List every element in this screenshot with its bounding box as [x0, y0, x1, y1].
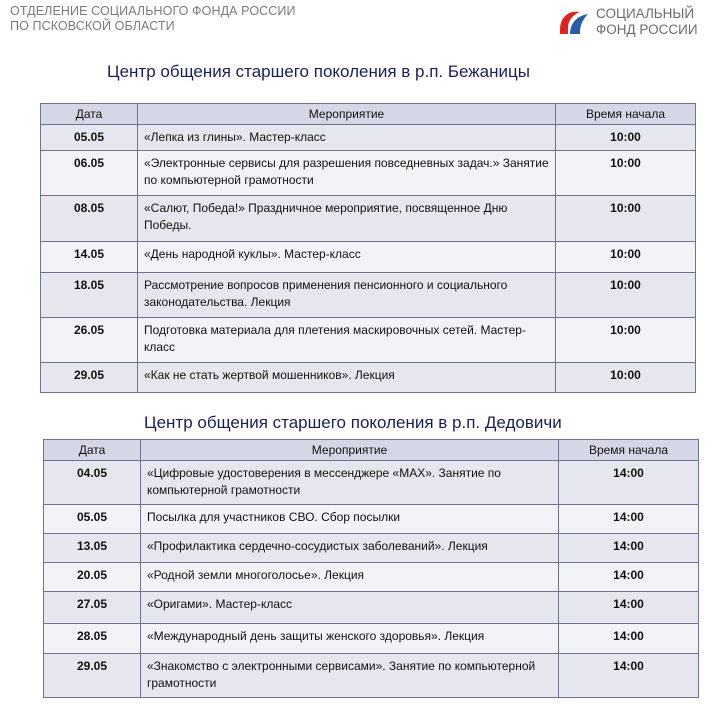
table-row [44, 505, 699, 534]
event-date: 05.05 [44, 505, 141, 534]
event-title: Подготовка материала для плетения маскировочных сетей. Мастер-класс [138, 318, 556, 363]
table-row [44, 534, 699, 563]
table-header-row [44, 440, 699, 461]
column-header-event: Мероприятие [141, 440, 559, 461]
event-title: «Родной земли многоголосье». Лекция [141, 563, 559, 592]
column-header-time: Время начала [559, 440, 699, 461]
event-time: 14:00 [559, 624, 699, 654]
table-row [44, 654, 699, 698]
event-time: 14:00 [559, 534, 699, 563]
event-title: Рассмотрение вопросов применения пенсионного и социального законодательства. Лекция [138, 273, 556, 318]
table-row [41, 196, 696, 242]
event-time: 14:00 [559, 461, 699, 505]
table-header-row [41, 104, 696, 125]
sfr-logo-icon [556, 6, 592, 38]
event-title: «День народной куклы». Мастер-класс [138, 242, 556, 273]
event-time: 10:00 [556, 151, 696, 196]
logo-text [596, 6, 698, 38]
event-time: 14:00 [559, 592, 699, 624]
table-row [44, 624, 699, 654]
sfr-logo [556, 4, 716, 40]
event-date: 27.05 [44, 592, 141, 624]
logo-line-1: СОЦИАЛЬНЫЙ [596, 6, 695, 21]
table-row [44, 592, 699, 624]
event-title: «Международный день защиты женского здоровья». Лекция [141, 624, 559, 654]
event-date: 18.05 [41, 273, 138, 318]
schedule-table-bezhanitsy [40, 103, 696, 393]
table-row [44, 461, 699, 505]
column-header-date: Дата [44, 440, 141, 461]
section-title-bezhanitsy: Центр общения старшего поколения в р.п. Бежаницы [107, 62, 530, 81]
event-time: 14:00 [559, 505, 699, 534]
event-title: «Как не стать жертвой мошенников». Лекция [138, 363, 556, 393]
event-time: 10:00 [556, 242, 696, 273]
event-title: «Лепка из глины». Мастер-класс [138, 125, 556, 151]
org-header [10, 4, 296, 34]
event-date: 29.05 [41, 363, 138, 393]
event-title: «Цифровые удостоверения в мессенджере «МАХ». Занятие по компьютерной грамотности [141, 461, 559, 505]
event-date: 08.05 [41, 196, 138, 242]
event-time: 10:00 [556, 318, 696, 363]
table-row [41, 363, 696, 393]
table-row [41, 318, 696, 363]
logo-line-2: ФОНД РОССИИ [596, 22, 698, 37]
event-title: Посылка для участников СВО. Сбор посылки [141, 505, 559, 534]
event-time: 14:00 [559, 563, 699, 592]
event-date: 28.05 [44, 624, 141, 654]
event-date: 04.05 [44, 461, 141, 505]
event-title: «Электронные сервисы для разрешения повседневных задач.» Занятие по компьютерной грамотности [138, 151, 556, 196]
event-title: «Профилактика сердечно-сосудистых заболеваний». Лекция [141, 534, 559, 563]
event-date: 05.05 [41, 125, 138, 151]
event-date: 26.05 [41, 318, 138, 363]
table-row [41, 125, 696, 151]
column-header-time: Время начала [556, 104, 696, 125]
schedule-table-dedovichi [43, 439, 699, 698]
event-time: 10:00 [556, 125, 696, 151]
event-title: «Оригами». Мастер-класс [141, 592, 559, 624]
event-title: «Салют, Победа!» Праздничное мероприятие, посвященное Дню Победы. [138, 196, 556, 242]
org-line-1: ОТДЕЛЕНИЕ СОЦИАЛЬНОГО ФОНДА РОССИИ [10, 4, 296, 18]
table-row [41, 273, 696, 318]
table-row [44, 563, 699, 592]
event-time: 10:00 [556, 363, 696, 393]
event-title: «Знакомство с электронными сервисами». Занятие по компьютерной грамотности [141, 654, 559, 698]
event-date: 29.05 [44, 654, 141, 698]
org-line-2: ПО ПСКОВСКОЙ ОБЛАСТИ [10, 19, 175, 33]
table-row [41, 242, 696, 273]
event-date: 20.05 [44, 563, 141, 592]
column-header-event: Мероприятие [138, 104, 556, 125]
column-header-date: Дата [41, 104, 138, 125]
event-time: 14:00 [559, 654, 699, 698]
event-date: 13.05 [44, 534, 141, 563]
event-date: 14.05 [41, 242, 138, 273]
event-date: 06.05 [41, 151, 138, 196]
event-time: 10:00 [556, 273, 696, 318]
table-row [41, 151, 696, 196]
event-time: 10:00 [556, 196, 696, 242]
section-title-dedovichi: Центр общения старшего поколения в р.п. Дедовичи [144, 413, 562, 432]
